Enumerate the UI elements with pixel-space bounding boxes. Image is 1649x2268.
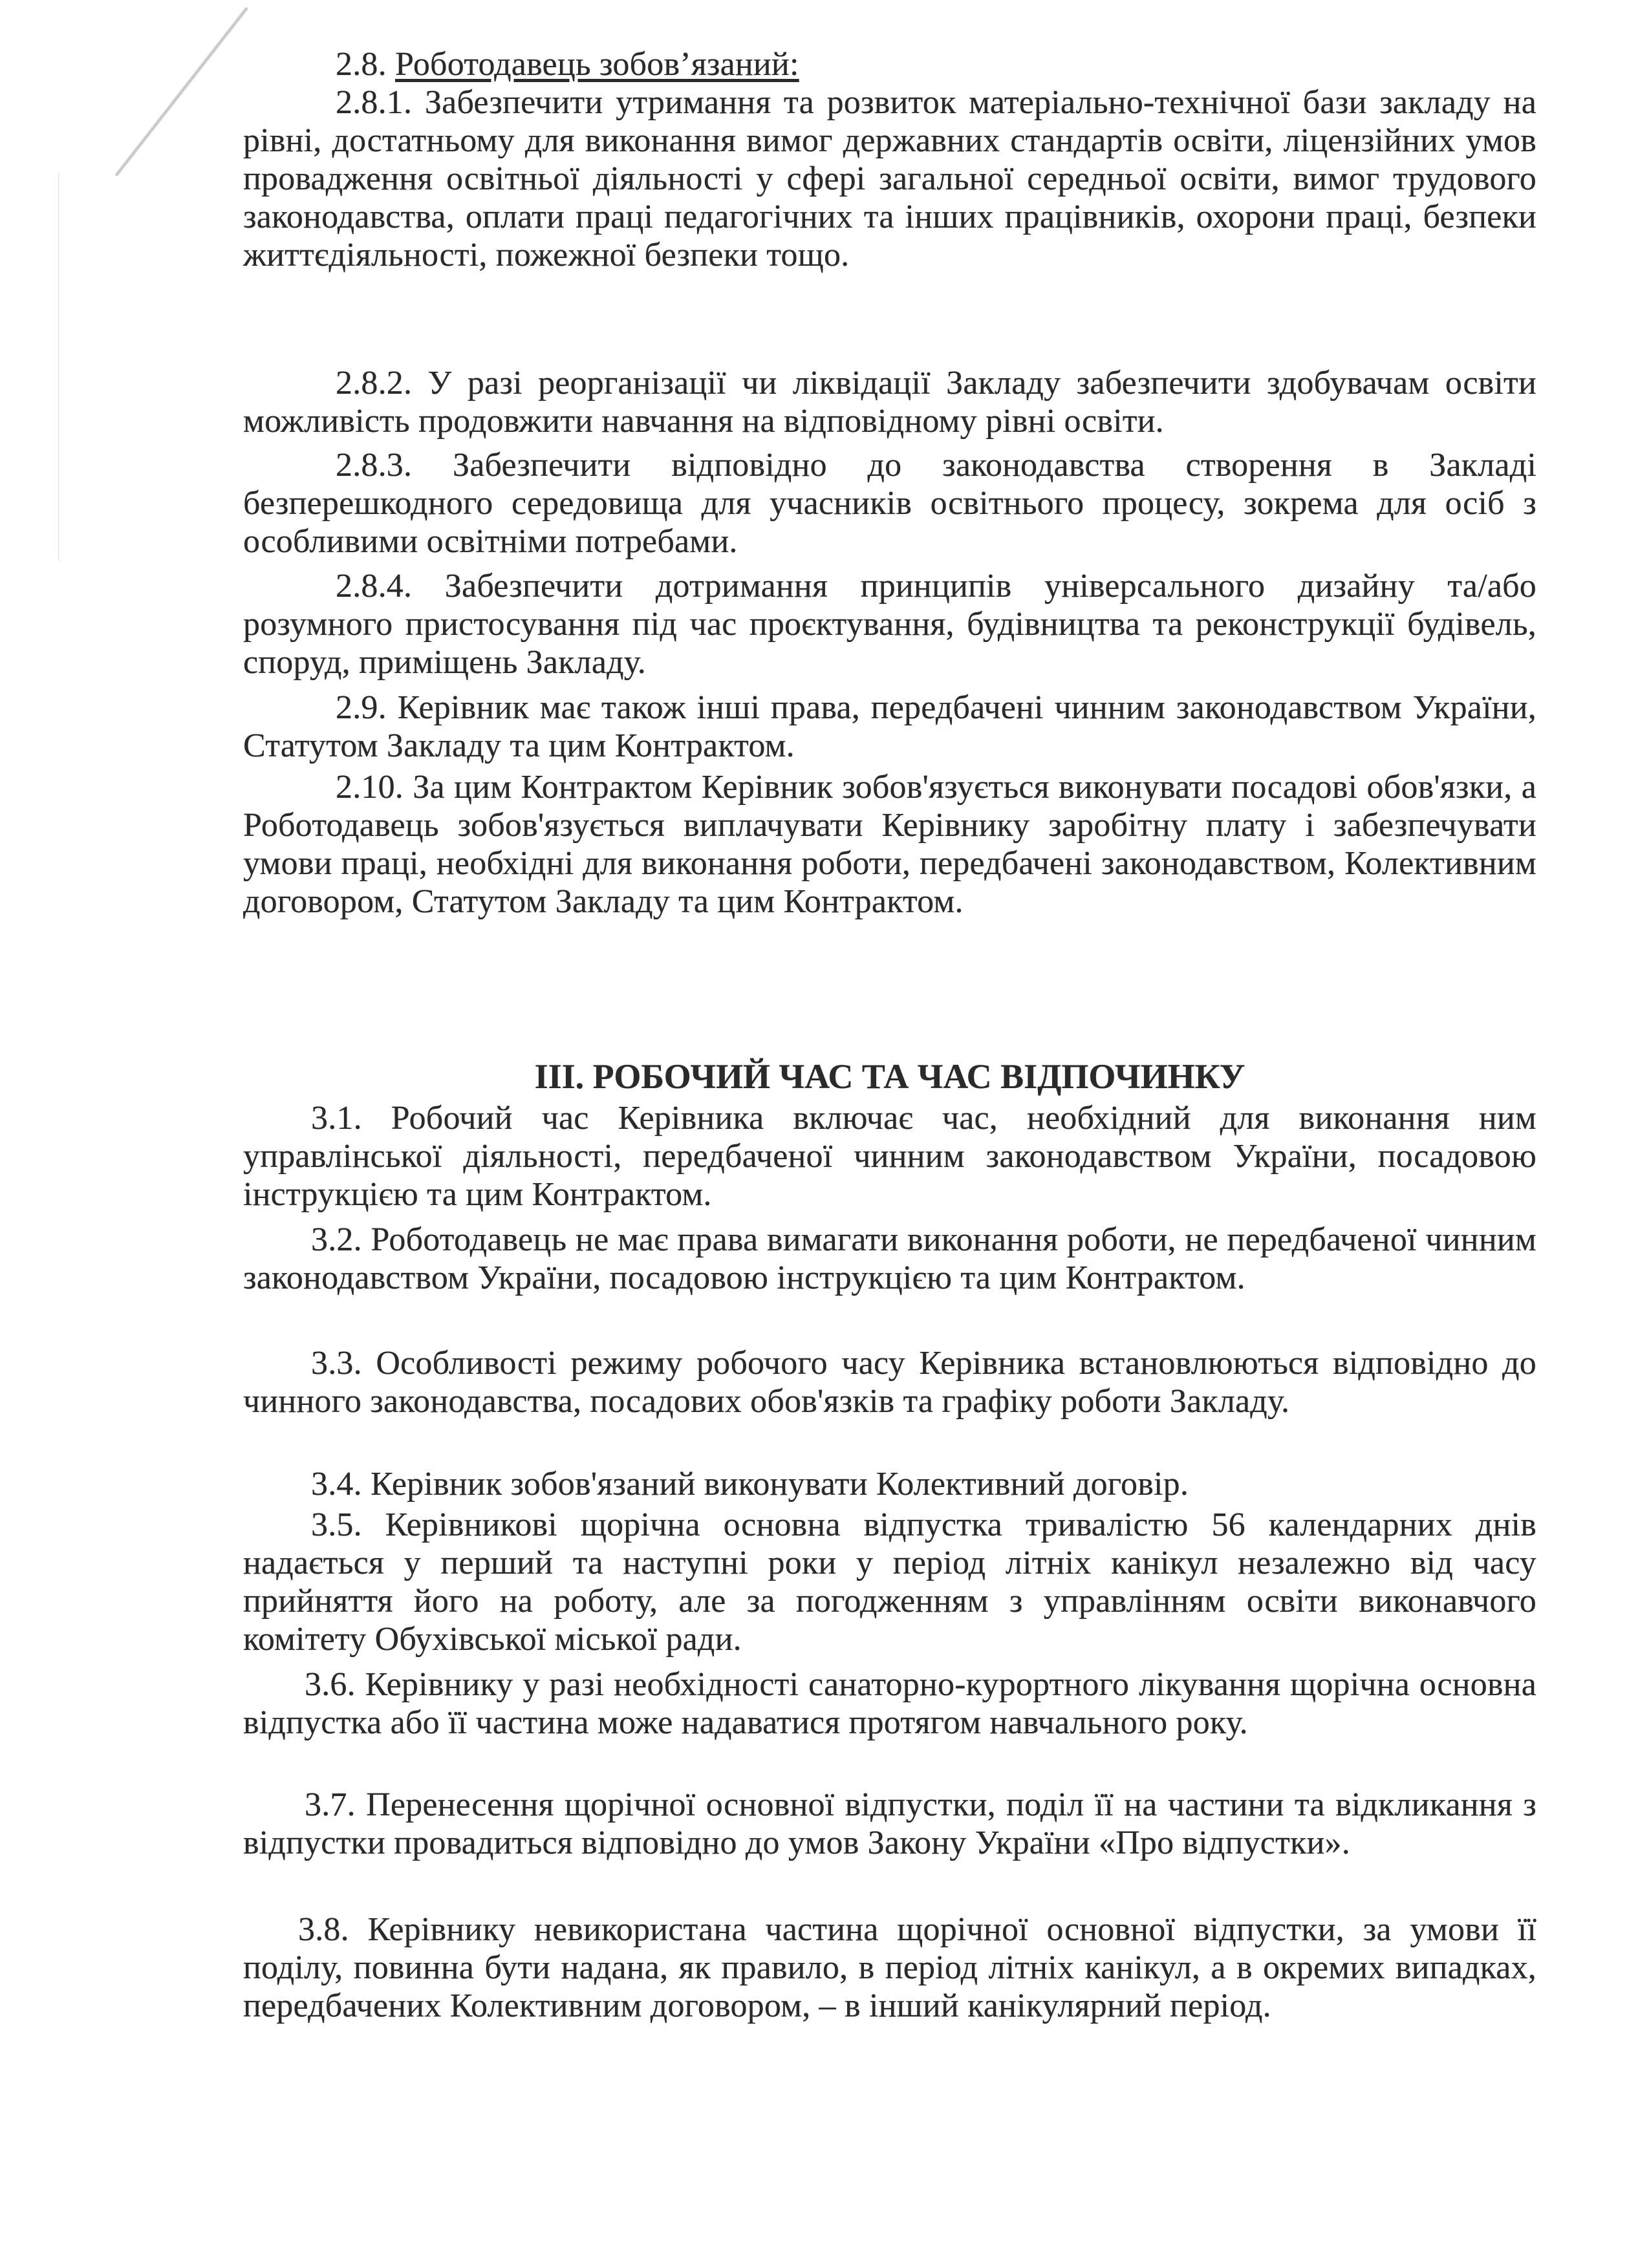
clause-2-8-2: 2.8.2. У разі реорганізації чи ліквідації Закладу забезпечити здобувачам освіти можливість продовжити навчання на відповідному рівні освіти. xyxy=(243,365,1536,440)
scan-artifact-thin-line xyxy=(58,173,59,561)
clause-3-8: 3.8. Керівнику невикористана частина щорічної основної відпустки, за умови її поділу, повинна бути надана, як правило, в період літніх канікул, а в окремих випадках, передбачених Колективним договором, – в інший канікулярний період. xyxy=(243,1911,1536,2024)
clause-2-8-4: 2.8.4. Забезпечити дотримання принципів універсального дизайну та/або розумного пристосування під час проєктування, будівництва та реконструкції будівель, споруд, приміщень Закладу. xyxy=(243,568,1536,681)
clause-2-8-1: 2.8.1. Забезпечити утримання та розвиток матеріально-технічної бази закладу на рівні, достатньому для виконання вимог державних стандартів освіти, ліцензійних умов провадження освітньої діяльності у сфері загальної середньої освіти, вимог трудового законодавства, оплати праці педагогічних та інших працівників, охорони праці, безпеки життєдіяльності, пожежної безпеки тощо. xyxy=(243,84,1536,273)
clause-3-5: 3.5. Керівникові щорічна основна відпустка тривалістю 56 календарних днів надається у перший та наступні роки у період літніх канікул незалежно від часу прийняття його на роботу, але за погодженням з управлінням освіти виконавчого комітету Обухівської міської ради. xyxy=(243,1506,1536,1658)
clause-2-10: 2.10. За цим Контрактом Керівник зобов'язується виконувати посадові обов'язки, а Роботодавець зобов'язується виплачувати Керівнику заробітну плату і забезпечувати умови праці, необхідні для виконання роботи, передбачені законодавством, Колективним договором, Статутом Закладу та цим Контрактом. xyxy=(243,769,1536,920)
clause-3-7: 3.7. Перенесення щорічної основної відпустки, поділ її на частини та відкликання з відпустки провадиться відповідно до умов Закону України «Про відпустки». xyxy=(243,1786,1536,1861)
clause-2-9: 2.9. Керівник має також інші права, передбачені чинним законодавством України, Статутом Закладу та цим Контрактом. xyxy=(243,689,1536,764)
clause-3-1: 3.1. Робочий час Керівника включає час, необхідний для виконання ним управлінської діяльності, передбаченої чинним законодавством України, посадовою інструкцією та цим Контрактом. xyxy=(243,1100,1536,1213)
clause-3-4: 3.4. Керівник зобов'язаний виконувати Колективний договір. xyxy=(311,1466,1189,1503)
clause-2-8 xyxy=(243,45,1536,83)
scan-artifact-line xyxy=(114,6,249,177)
section-3-heading: ІІІ. РОБОЧИЙ ЧАС ТА ЧАС ВІДПОЧИНКУ xyxy=(534,1057,1245,1096)
clause-2-8-number: 2.8. xyxy=(336,46,387,83)
clause-2-8-title: Роботодавець зобов’язаний: xyxy=(395,46,799,83)
clause-3-6: 3.6. Керівнику у разі необхідності санаторно-курортного лікування щорічна основна відпустка або її частина може надаватися протягом навчального року. xyxy=(243,1666,1536,1741)
clause-3-3: 3.3. Особливості режиму робочого часу Керівника встановлюються відповідно до чинного законодавства, посадових обов'язків та графіку роботи Закладу. xyxy=(243,1345,1536,1420)
clause-2-8-3: 2.8.3. Забезпечити відповідно до законодавства створення в Закладі безперешкодного середовища для учасників освітнього процесу, зокрема для осіб з особливими освітніми потребами. xyxy=(243,447,1536,560)
clause-3-2: 3.2. Роботодавець не має права вимагати виконання роботи, не передбаченої чинним законодавством України, посадовою інструкцією та цим Контрактом. xyxy=(243,1221,1536,1296)
